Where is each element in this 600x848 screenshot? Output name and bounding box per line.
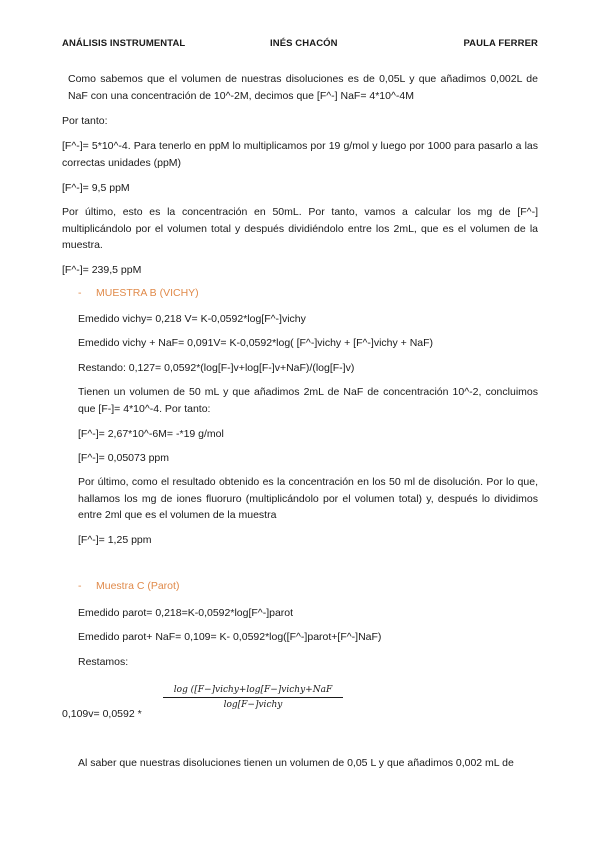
section-c-dash: - xyxy=(78,580,82,592)
section-c-line-3: Restamos: xyxy=(78,656,129,668)
section-b-line-8: [F^-]= 1,25 ppm xyxy=(78,534,152,546)
paragraph-por-tanto: Por tanto: xyxy=(62,115,108,127)
section-b-line-4: Tienen un volumen de 50 mL y que añadimos 2mL de NaF de concentración 10^-2, concluimos que [F-]= 4*10^-4. Por tanto: xyxy=(78,386,538,415)
section-b-line-2: Emedido vichy + NaF= 0,091V= K-0,0592*log( [F^-]vichy + [F^-]vichy + NaF) xyxy=(78,337,434,349)
header-author-2: PAULA FERRER xyxy=(463,38,538,49)
header-author-1: INÉS CHACÓN xyxy=(270,38,338,49)
section-heading-c xyxy=(78,580,179,592)
section-c-title: Muestra C (Parot) xyxy=(96,580,180,592)
paragraph-por-ultimo: Por último, esto es la concentración en 50mL. Por tanto, vamos a calcular los mg de [F^-] multiplicándolo por el volumen total y después dividiéndolo entre los 2mL, que es el volumen de la muestra. xyxy=(62,206,538,251)
paragraph-ppm-conversion: [F^-]= 5*10^-4. Para tenerlo en ppM lo multiplicamos por 19 g/mol y luego por 1000 para pasarlo a las correctas unidades (ppM) xyxy=(62,140,538,169)
paragraph-result-final: [F^-]= 239,5 ppM xyxy=(62,264,142,276)
section-c-line-2: Emedido parot+ NaF= 0,109= K- 0,0592*log([F^-]parot+[F^-]NaF) xyxy=(78,631,382,643)
section-b-line-7: Por último, como el resultado obtenido es la concentración en los 50 ml de disolución. Por lo que, hallamos los mg de iones fluoruro (multiplicándolo por el volumen total) y, después lo dividimos entre 2ml que es el volumen de la muestra xyxy=(78,476,538,521)
paragraph-result-ppm: [F^-]= 9,5 ppM xyxy=(62,182,130,194)
section-c-line-1: Emedido parot= 0,218=K-0,0592*log[F^-]parot xyxy=(78,607,294,619)
equation-denominator: log[F−]vichy xyxy=(223,700,283,710)
page-header xyxy=(62,38,538,52)
section-b-title: MUESTRA B (VICHY) xyxy=(96,287,199,299)
section-c-line-4: Al saber que nuestras disoluciones tienen un volumen de 0,05 L y que añadimos 0,002 mL de xyxy=(78,757,514,769)
header-course: ANÁLISIS INSTRUMENTAL xyxy=(62,38,186,49)
paragraph-intro: Como sabemos que el volumen de nuestras disoluciones es de 0,05L y que añadimos 0,002L de NaF con una concentración de 10^-2M, decimos que [F^-] NaF= 4*10^-4M xyxy=(68,73,538,102)
equation-numerator: log ([F−]vichy+log[F−]vichy+NaF xyxy=(163,685,343,698)
section-b-line-6: [F^-]= 0,05073 ppm xyxy=(78,452,170,464)
section-heading-b xyxy=(78,287,199,299)
equation-lhs: 0,109v= 0,0592 * xyxy=(62,708,142,720)
section-b-line-5: [F^-]= 2,67*10^-6M= -*19 g/mol xyxy=(78,428,224,440)
section-b-dash: - xyxy=(78,287,82,299)
section-b-line-3: Restando: 0,127= 0,0592*(log[F-]v+log[F-]v+NaF)/(log[F-]v) xyxy=(78,362,355,374)
section-b-line-1: Emedido vichy= 0,218 V= K-0,0592*log[F^-]vichy xyxy=(78,313,306,325)
